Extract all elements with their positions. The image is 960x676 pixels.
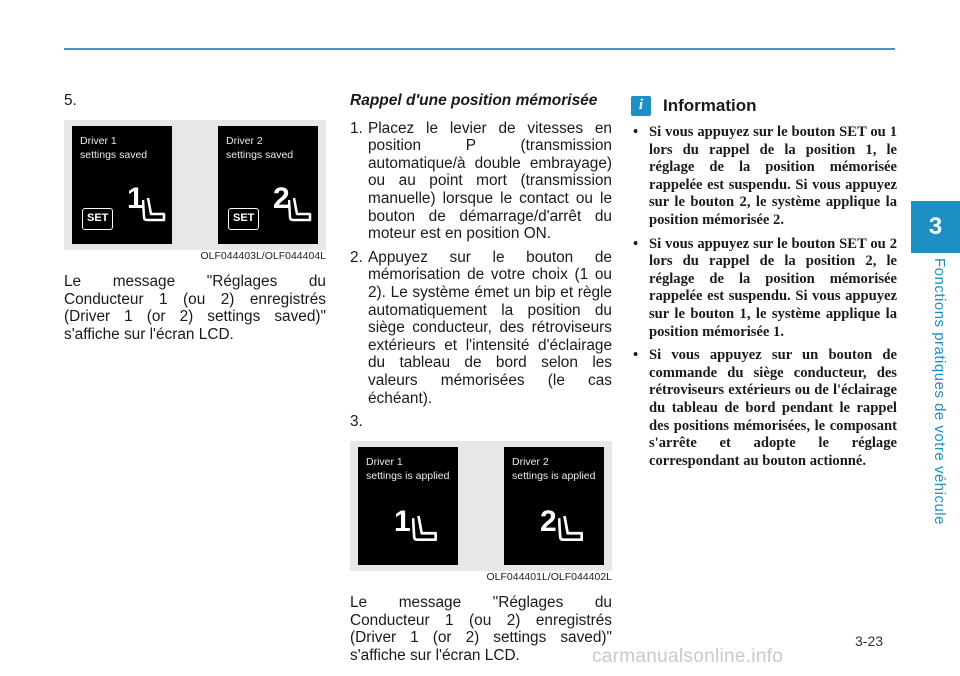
lcd-screen-driver-2 (504, 447, 604, 565)
lcd-text: Driver 2 settings is applied (512, 455, 596, 482)
header-rule (64, 48, 895, 50)
figure-settings-applied (350, 441, 612, 587)
figure-code: OLF044403L/OLF044404L (200, 249, 326, 262)
list-item: 1. Placez le levier de vitesses en position P (transmission automatique/à double embrayage) ou au point mort (transmission manuelle) lorsque le contact ou le bouton de démarrage/d'arrêt du moteur est en position ON. (350, 119, 612, 243)
memory-digit: 2 (273, 181, 290, 215)
section-heading: Rappel d'une position mémorisée (350, 92, 598, 109)
step-5-label: 5. (64, 92, 77, 109)
seat-icon (288, 196, 314, 226)
seat-icon (412, 513, 440, 547)
step-3-label: 3. (350, 413, 363, 431)
seat-icon (142, 196, 168, 226)
list-item: • Si vous appuyez sur le bouton SET ou 2 lors du rappel de la position 2, le réglage de la position mémorisée rappelée est suspendu. Si vous appuyez sur le bouton 1, le système applique la position mémorisée 1. (631, 236, 897, 342)
figure-screens (350, 441, 612, 571)
set-button-label: SET (228, 208, 259, 230)
information-bullets (631, 124, 897, 470)
lcd-screen-driver-1 (358, 447, 458, 565)
lcd-screen-driver-2 (218, 126, 318, 244)
column-left (64, 92, 326, 344)
lcd-text: Driver 1 settings saved (80, 134, 148, 161)
chapter-number-tab: 3 (911, 201, 960, 253)
watermark: carmanualsonline.info (592, 646, 784, 667)
information-title: Information (663, 96, 757, 116)
figure-code: OLF044401L/OLF044402L (486, 570, 612, 583)
lcd-message-text: Le message "Réglages du Conducteur 1 (ou 2) enregistrés (Driver 1 (or 2) settings saved)" s'affiche sur l'écran LCD. (64, 273, 326, 343)
lcd-text: Driver 1 settings is applied (366, 455, 450, 482)
recall-steps (350, 120, 612, 408)
memory-digit: 1 (127, 181, 144, 215)
figure-screens (64, 120, 326, 250)
information-header (631, 96, 897, 116)
lcd-screen-driver-1 (72, 126, 172, 244)
page-number: 3-23 (855, 633, 884, 649)
column-right-information (631, 96, 897, 476)
lcd-message-text: Le message "Réglages du Conducteur 1 (ou 2) enregistrés (Driver 1 (or 2) settings saved)" s'affiche sur l'écran LCD. (350, 594, 612, 665)
list-item: 2. Appuyez sur le bouton de mémorisation de votre choix (1 ou 2). Le système émet un bip et règle automatiquement la position du siège conducteur, des rétroviseurs extérieurs et l'intensité d'éclairage du tableau de bord selon les valeurs mémorisées (le cas échéant). (350, 248, 612, 407)
memory-digit: 2 (540, 504, 557, 538)
column-middle (350, 92, 612, 665)
info-icon: i (631, 96, 651, 116)
figure-settings-saved (64, 120, 326, 266)
lcd-text: Driver 2 settings saved (226, 134, 294, 161)
set-button-label: SET (82, 208, 113, 230)
list-item: • Si vous appuyez sur le bouton SET ou 1 lors du rappel de la position 1, le réglage de la position mémorisée rappelée est suspendu. Si vous appuyez sur le bouton 2, le système applique la position mémorisée 2. (631, 124, 897, 230)
memory-digit: 1 (394, 504, 411, 538)
list-item: • Si vous appuyez sur un bouton de commande du siège conducteur, des rétroviseurs extérieurs ou de l'éclairage du tableau de bord pendant le rappel des positions mémorisées, le composant s'arrête et adopte le réglage correspondant au bouton actionné. (631, 347, 897, 470)
seat-icon (558, 513, 586, 547)
chapter-title: Fonctions pratiques de votre véhicule (931, 258, 948, 525)
